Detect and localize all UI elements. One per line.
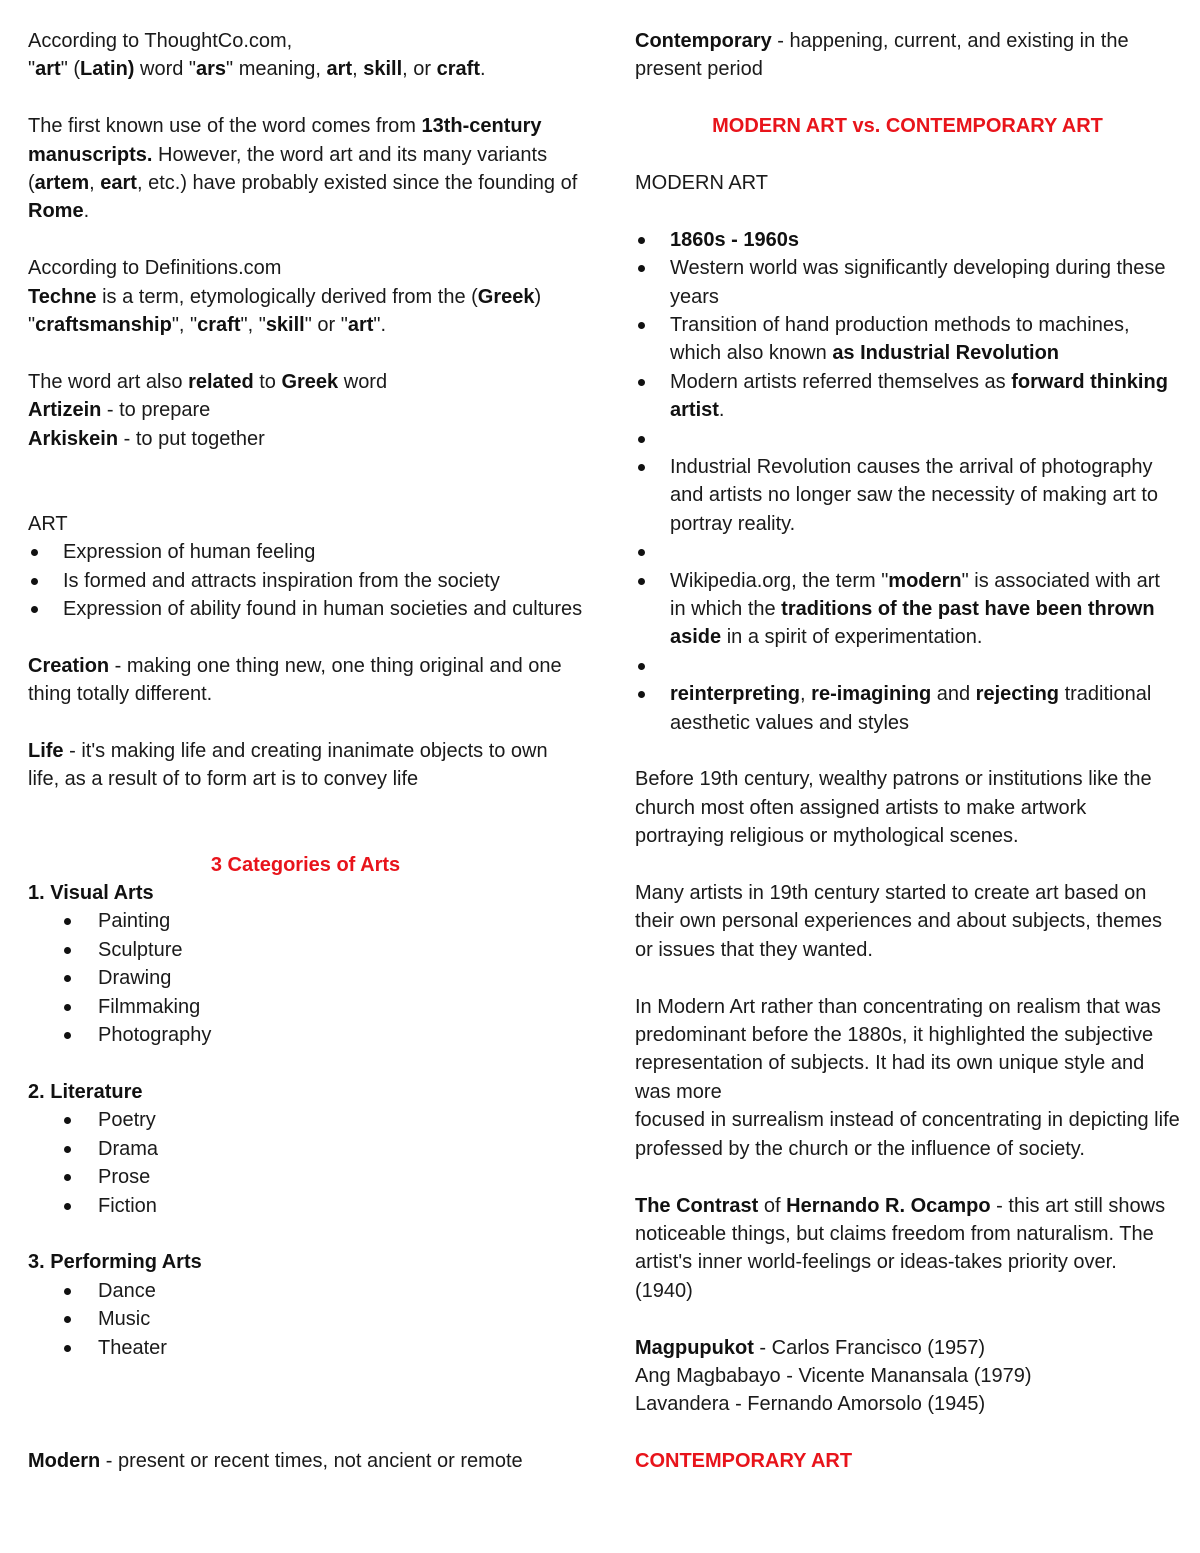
list-item: Expression of ability found in human societies and cultures xyxy=(28,595,583,623)
performing-arts-list xyxy=(28,1277,583,1362)
artwork-magpupukot: Magpupukot - Carlos Francisco (1957) xyxy=(635,1336,986,1359)
contrast-paragraph: The Contrast of Hernando R. Ocampo - this art still shows noticeable things, but claims freedom from naturalism. The artist's inner world-feelings or ideas-takes priority over. (1940) xyxy=(635,1194,1166,1302)
etymology-latin: "art" (Latin) word "ars" meaning, art, skill, or craft. xyxy=(28,58,486,81)
artizein-line: Artizein - to prepare xyxy=(28,399,211,422)
categories-title: 3 Categories of Arts xyxy=(210,853,401,876)
list-item: Drawing xyxy=(28,964,583,992)
literature-list xyxy=(28,1106,583,1220)
paragraph-19th-century: Many artists in 19th century started to create art based on their own personal experiences and about subjects, themes or issues that they wanted. xyxy=(635,882,1162,961)
list-item: Dance xyxy=(28,1277,583,1305)
source-definitions: According to Definitions.com xyxy=(28,257,282,280)
list-item: Modern artists referred themselves as forward thinking artist. xyxy=(635,368,1180,425)
paragraph-patrons: Before 19th century, wealthy patrons or institutions like the church most often assigned artists to make artwork portraying religious or mythological scenes. xyxy=(635,768,1152,848)
list-item: reinterpreting, re-imagining and rejecting traditional aesthetic values and styles xyxy=(635,680,1180,737)
modern-vs-contemporary-title: MODERN ART vs. CONTEMPORARY ART xyxy=(712,115,1103,138)
list-item: 1860s - 1960s xyxy=(635,226,1180,254)
right-column xyxy=(635,27,1180,1476)
list-item: Sculpture xyxy=(28,936,583,964)
modern-definition: Modern - present or recent times, not ancient or remote xyxy=(28,1450,523,1473)
artwork-magbabayo: Ang Magbabayo - Vicente Manansala (1979) xyxy=(635,1364,1032,1387)
list-item: Expression of human feeling xyxy=(28,538,583,566)
greek-word-line: The word art also related to Greek word xyxy=(28,370,388,393)
list-item: Industrial Revolution causes the arrival of photography and artists no longer saw the necessity of making art to portray reality. xyxy=(635,453,1180,538)
list-item: Fiction xyxy=(28,1192,583,1220)
list-spacer xyxy=(635,652,1180,680)
paragraph-modern-art-a: In Modern Art rather than concentrating on realism that was predominant before the 1880s, it highlighted the subjective representation of subjects. It had its own unique style and was more xyxy=(635,995,1161,1103)
artwork-lavandera: Lavandera - Fernando Amorsolo (1945) xyxy=(635,1393,986,1416)
list-item: Painting xyxy=(28,907,583,935)
techne-paragraph: Techne is a term, etymologically derived from the (Greek) "craftsmanship", "craft", "skill" or "art". xyxy=(28,285,542,337)
art-list xyxy=(28,538,583,623)
list-item: Photography xyxy=(28,1021,583,1049)
contemporary-definition: Contemporary - happening, current, and existing in the present period xyxy=(635,30,1129,81)
art-heading: ART xyxy=(28,512,68,535)
list-item: Western world was significantly developing during these years xyxy=(635,254,1180,311)
list-item: Transition of hand production methods to machines, which also known as Industrial Revolution xyxy=(635,311,1180,368)
paragraph-modern-art-b: focused in surrealism instead of concentrating in depicting life professed by the church or the influence of society. xyxy=(635,1109,1180,1160)
creation-definition: Creation - making one thing new, one thing original and one thing totally different. xyxy=(28,654,562,706)
source-thoughtco: According to ThoughtCo.com, xyxy=(28,30,293,52)
left-column xyxy=(28,27,583,1476)
modern-art-heading: MODERN ART xyxy=(635,172,768,194)
life-definition: Life - it's making life and creating inanimate objects to own life, as a result of to form art is to convey life xyxy=(28,740,548,791)
arkiskein-line: Arkiskein - to put together xyxy=(28,427,265,450)
list-item: Theater xyxy=(28,1334,583,1362)
category-literature: 2. Literature xyxy=(28,1080,143,1103)
modern-art-list xyxy=(635,226,1180,737)
list-item: Prose xyxy=(28,1163,583,1191)
visual-arts-list xyxy=(28,907,583,1049)
list-item: Filmmaking xyxy=(28,993,583,1021)
list-spacer xyxy=(635,538,1180,566)
category-performing-arts: 3. Performing Arts xyxy=(28,1251,202,1274)
list-item: Poetry xyxy=(28,1106,583,1134)
list-item: Is formed and attracts inspiration from the society xyxy=(28,567,583,595)
list-spacer xyxy=(635,425,1180,453)
first-use-paragraph: The first known use of the word comes from 13th-century manuscripts. However, the word art and its many variants (artem, eart, etc.) have probably existed since the founding of Rome. xyxy=(28,115,578,223)
contemporary-art-heading: CONTEMPORARY ART xyxy=(635,1450,853,1473)
list-item: Drama xyxy=(28,1135,583,1163)
category-visual-arts: 1. Visual Arts xyxy=(28,882,154,905)
list-item: Wikipedia.org, the term "modern" is associated with art in which the traditions of the past have been thrown aside in a spirit of experimentation. xyxy=(635,567,1180,652)
list-item: Music xyxy=(28,1305,583,1333)
